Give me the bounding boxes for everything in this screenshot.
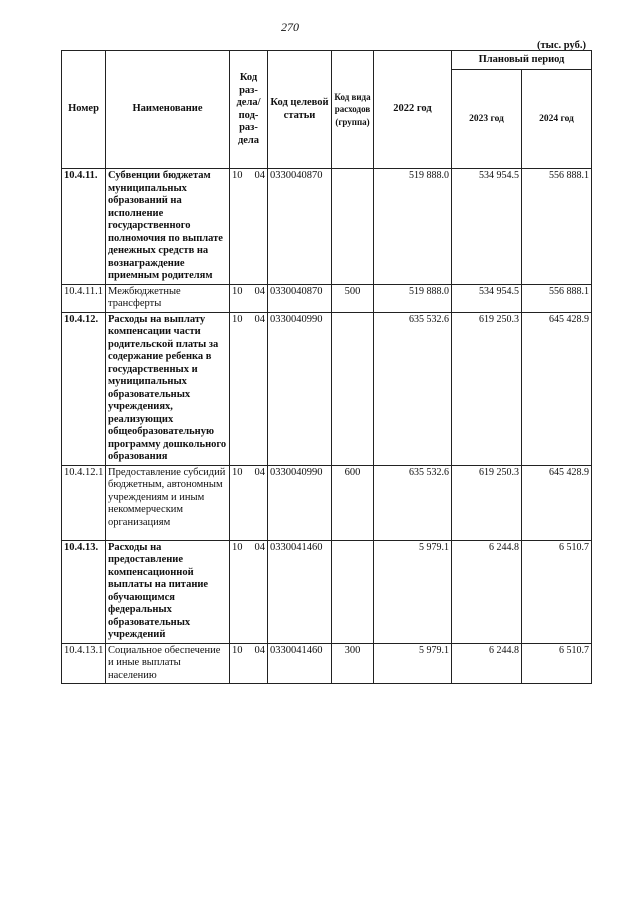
table-row	[62, 312, 592, 465]
row-number: 10.4.11.	[62, 169, 106, 285]
table-row	[62, 540, 592, 643]
section-code: 10	[232, 541, 243, 553]
row-name: Расходы на выплату компенсации части родительской платы за содержание ребенка в государственных и муниципальных образовательных учреждениях, реализующих общеобразовательную программу дошкольного образования	[106, 312, 230, 465]
row-amount-2023: 619 250.3	[452, 465, 522, 540]
row-number: 10.4.13.	[62, 540, 106, 643]
row-name: Социальное обеспечение и иные выплаты населению	[106, 643, 230, 684]
table-body	[62, 169, 592, 684]
row-section	[230, 465, 268, 540]
section-code: 10	[232, 644, 243, 656]
section-code: 10	[232, 466, 243, 478]
row-target-code: 0330040990	[268, 312, 332, 465]
row-amount-2022: 635 532.6	[374, 465, 452, 540]
row-amount-2024: 6 510.7	[522, 540, 592, 643]
subsection-code: 04	[254, 285, 265, 297]
row-expense-type	[332, 312, 374, 465]
header-target-code: Код целевой статьи	[268, 51, 332, 169]
row-section	[230, 169, 268, 285]
row-expense-type: 300	[332, 643, 374, 684]
table-row	[62, 643, 592, 684]
units-label: (тыс. руб.)	[537, 40, 586, 51]
row-target-code: 0330040990	[268, 465, 332, 540]
subsection-code: 04	[254, 466, 265, 478]
header-planned-period: Плановый период	[452, 51, 592, 70]
header-year-2023: 2023 год	[452, 70, 522, 169]
row-amount-2022: 519 888.0	[374, 284, 452, 312]
section-code: 10	[232, 313, 243, 325]
row-amount-2022: 5 979.1	[374, 540, 452, 643]
budget-table	[61, 50, 592, 684]
row-amount-2023: 534 954.5	[452, 169, 522, 285]
header-year-2022: 2022 год	[374, 51, 452, 169]
row-target-code: 0330040870	[268, 169, 332, 285]
header-year-2024: 2024 год	[522, 70, 592, 169]
row-amount-2024: 645 428.9	[522, 465, 592, 540]
header-name: Наименование	[106, 51, 230, 169]
row-amount-2023: 6 244.8	[452, 540, 522, 643]
row-expense-type	[332, 540, 374, 643]
row-amount-2024: 6 510.7	[522, 643, 592, 684]
section-code: 10	[232, 170, 243, 181]
row-section	[230, 284, 268, 312]
row-target-code: 0330041460	[268, 540, 332, 643]
header-number: Номер	[62, 51, 106, 169]
row-target-code: 0330040870	[268, 284, 332, 312]
row-expense-type: 500	[332, 284, 374, 312]
section-code: 10	[232, 285, 243, 297]
row-amount-2023: 619 250.3	[452, 312, 522, 465]
row-number: 10.4.12.	[62, 312, 106, 465]
table-row	[62, 284, 592, 312]
table-header	[62, 51, 592, 169]
row-amount-2023: 6 244.8	[452, 643, 522, 684]
row-amount-2022: 635 532.6	[374, 312, 452, 465]
row-number: 10.4.12.1	[62, 465, 106, 540]
header-expense-type: Код вида расходов (группа)	[332, 51, 374, 169]
row-amount-2022: 519 888.0	[374, 169, 452, 285]
row-section	[230, 643, 268, 684]
row-number: 10.4.13.1	[62, 643, 106, 684]
row-amount-2022: 5 979.1	[374, 643, 452, 684]
row-section	[230, 312, 268, 465]
table-row	[62, 169, 592, 285]
row-amount-2023: 534 954.5	[452, 284, 522, 312]
row-target-code: 0330041460	[268, 643, 332, 684]
page-number: 270	[281, 20, 299, 34]
row-amount-2024: 556 888.1	[522, 284, 592, 312]
row-name: Предоставление субсидий бюджетным, автономным учреждениям и иным некоммерческим организациям	[106, 465, 230, 540]
subsection-code: 04	[254, 644, 265, 656]
table-row	[62, 465, 592, 540]
row-expense-type	[332, 169, 374, 285]
row-name: Субвенции бюджетам муниципальных образований на исполнение государственного полномочия по выплате денежных средств на вознаграждение приемным родителям	[106, 169, 230, 285]
subsection-code: 04	[254, 541, 265, 553]
subsection-code: 04	[254, 313, 265, 325]
row-name: Межбюджетные трансферты	[106, 284, 230, 312]
row-number: 10.4.11.1	[62, 284, 106, 312]
row-amount-2024: 556 888.1	[522, 169, 592, 285]
row-name: Расходы на предоставление компенсационной выплаты на питание обучающимся федеральных образовательных учреждений	[106, 540, 230, 643]
row-section	[230, 540, 268, 643]
subsection-code: 04	[254, 170, 265, 181]
header-section-code: Код раз-дела/ под-раз-дела	[230, 51, 268, 169]
row-amount-2024: 645 428.9	[522, 312, 592, 465]
row-expense-type: 600	[332, 465, 374, 540]
